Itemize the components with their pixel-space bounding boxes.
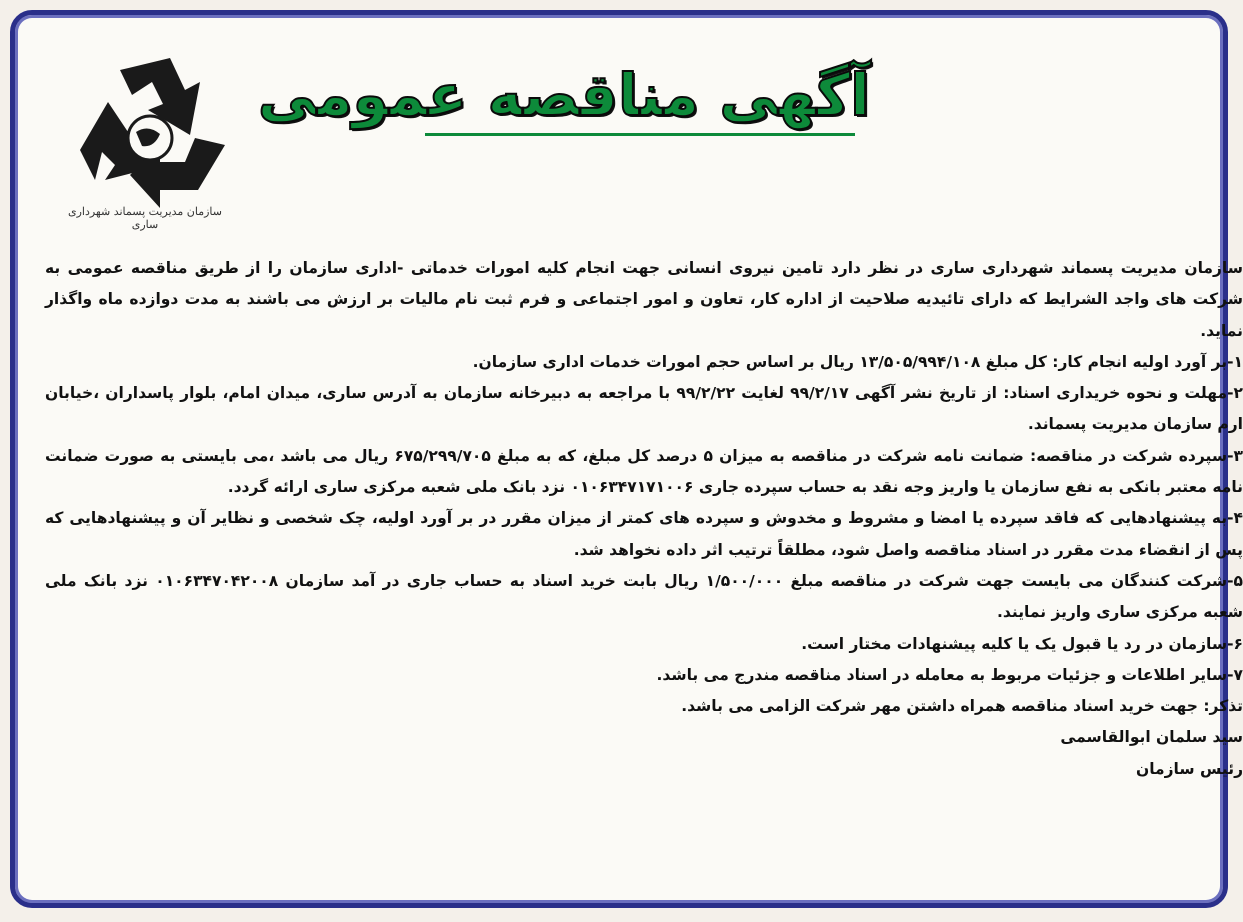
list-item: ۵-شرکت کنندگان می بایست جهت شرکت در مناقصه مبلغ ۱/۵۰۰/۰۰۰ ریال بابت خرید اسناد به حساب جاری در آمد سازمان ۰۱۰۶۳۴۷۰۴۲۰۰۸ نزد بانک ملی شعبه مرکزی ساری واریز نمایند.	[45, 571, 1243, 622]
signature-position: رئیس سازمان	[1135, 759, 1243, 778]
recycle-logo-icon	[60, 40, 235, 225]
note: تذکر: جهت خرید اسناد مناقصه همراه داشتن مهر شرکت الزامی می باشد.	[681, 697, 1243, 716]
signature-name: سید سلمان ابوالقاسمی	[1060, 728, 1243, 747]
list-item: ۱-بر آورد اولیه انجام کار: کل مبلغ ۱۳/۵۰۵/۹۹۴/۱۰۸ ریال بر اساس حجم امورات خدمات اداری سازمان.	[472, 352, 1243, 371]
list-item: ۴-به پیشنهادهایی که فاقد سپرده یا امضا و مشروط و مخدوش و سپرده های کمتر از میزان مقرر در بر آورد اولیه، چک شخصی و نظایر آن و پیشنهادهایی که پس از انقضاء مدت مقرر در اسناد مناقصه واصل شود، مطلقاً ترتیب اثر داده نخواهد شد.	[45, 509, 1243, 559]
list-item: ۷-سایر اطلاعات و جزئیات مربوط به معامله در اسناد مناقصه مندرج می باشد.	[656, 665, 1243, 684]
intro-paragraph: سازمان مدیریت پسماند شهرداری ساری در نظر دارد تامین نیروی انسانی جهت انجام کلیه امورات خدماتی -اداری سازمان را از طریق مناقصه عمومی به شرکت های واجد الشرایط که دارای تائیدیه صلاحیت از اداره کار، تعاون و امور اجتماعی و فرم ثبت نام مالیات بر ارزش می باشند به مدت دوازده ماه واگذار نماید.	[45, 259, 1243, 340]
title-underline	[425, 133, 855, 136]
list-item: ۶-سازمان در رد یا قبول یک یا کلیه پیشنهادات مختار است.	[801, 634, 1243, 653]
page-title: آگهی مناقصه عمومی	[257, 61, 870, 129]
list-item: ۳-سپرده شرکت در مناقصه: ضمانت نامه شرکت در مناقصه به میزان ۵ درصد کل مبلغ، که به مبلغ ۶۷۵/۲۹۹/۷۰۵ ریال می باشد ،می بایستی به صورت ضمانت نامه معتبر بانکی به نفع سازمان یا واریز وجه نقد به حساب سپرده جاری ۰۱۰۶۳۴۷۱۷۱۰۰۶ نزد بانک ملی شعبه مرکزی ساری ارائه گردد.	[45, 446, 1243, 497]
logo-caption: سازمان مدیریت پسماند شهرداری ساری	[67, 205, 222, 231]
notice-body	[45, 253, 1243, 913]
title-block	[257, 55, 870, 140]
notice-frame	[10, 10, 1243, 908]
list-item: ۲-مهلت و نحوه خریداری اسناد: از تاریخ نشر آگهی ۹۹/۲/۱۷ لغایت ۹۹/۲/۲۲ با مراجعه به دبیرخانه سازمان به آدرس ساری، میدان امام، بلوار پاسداران ،خیابان ارم سازمان مدیریت پسماند.	[45, 384, 1243, 434]
